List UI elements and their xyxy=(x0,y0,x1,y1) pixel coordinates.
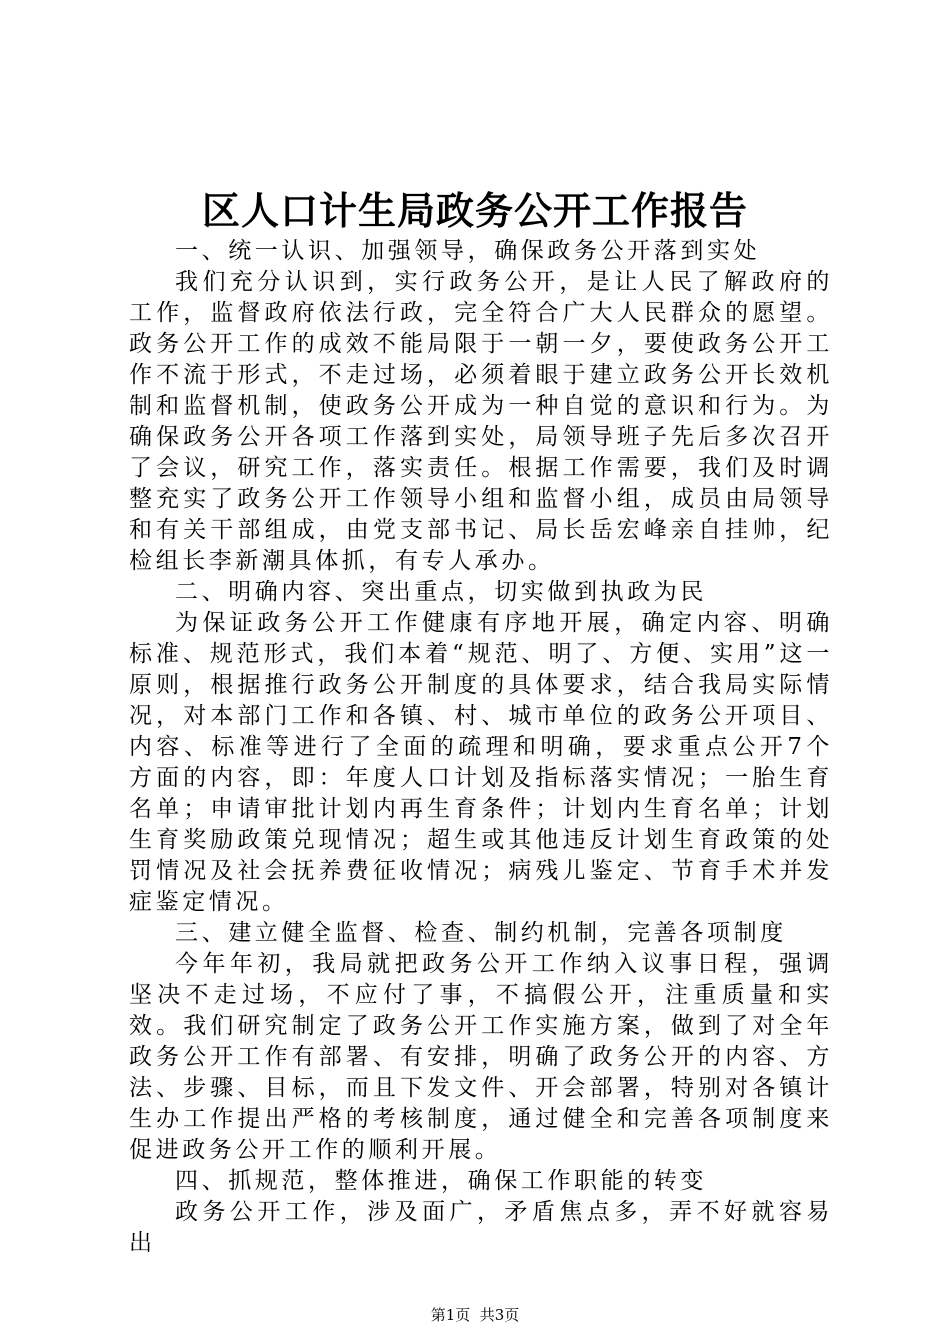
document-body xyxy=(129,236,833,1259)
body-paragraph-3: 今年年初，我局就把政务公开工作纳入议事日程，强调坚决不走过场，不应付了事，不搞假公开，注重质量和实效。我们研究制定了政务公开工作实施方案，做到了对全年政务公开工作有部署、有安排，明确了政务公开的内容、方法、步骤、目标，而且下发文件、开会部署，特别对各镇计生办工作提出严格的考核制度，通过健全和完善各项制度来促进政务公开工作的顺利开展。 xyxy=(129,951,833,1163)
body-paragraph-4: 政务公开工作，涉及面广，矛盾焦点多，弄不好就容易出 xyxy=(129,1199,833,1256)
section-heading-2: 二、明确内容、突出重点，切实做到执政为民 xyxy=(175,579,707,605)
section-heading-3: 三、建立健全监督、检查、制约机制，完善各项制度 xyxy=(175,920,787,946)
section-heading-4: 四、抓规范，整体推进，确保工作职能的转变 xyxy=(175,1168,707,1194)
page-number: 第1页 共3页 xyxy=(430,1306,520,1324)
page-footer xyxy=(0,1305,950,1325)
document-title: 区人口计生局政务公开工作报告 xyxy=(201,188,748,233)
body-paragraph-1: 我们充分认识到，实行政务公开，是让人民了解政府的工作，监督政府依法行政，完全符合广大人民群众的愿望。政务公开工作的成效不能局限于一朝一夕，要使政务公开工作不流于形式，不走过场，必须着眼于建立政务公开长效机制和监督机制，使政务公开成为一种自觉的意识和行为。为确保政务公开各项工作落到实处，局领导班子先后多次召开了会议，研究工作，落实责任。根据工作需要，我们及时调整充实了政务公开工作领导小组和监督小组，成员由局领导和有关干部组成，由党支部书记、局长岳宏峰亲自挂帅，纪检组长李新潮具体抓，有专人承办。 xyxy=(129,269,833,574)
section-heading-1: 一、统一认识、加强领导，确保政务公开落到实处 xyxy=(175,238,761,264)
body-paragraph-2: 为保证政务公开工作健康有序地开展，确定内容、明确标准、规范形式，我们本着“规范、明了、方便、实用”这一原则，根据推行政务公开制度的具体要求，结合我局实际情况，对本部门工作和各镇、村、城市单位的政务公开项目、内容、标准等进行了全面的疏理和明确，要求重点公开7个方面的内容，即：年度人口计划及指标落实情况；一胎生育名单；申请审批计划内再生育条件；计划内生育名单；计划生育奖励政策兑现情况；超生或其他违反计划生育政策的处罚情况及社会抚养费征收情况；病残儿鉴定、节育手术并发症鉴定情况。 xyxy=(129,610,833,915)
